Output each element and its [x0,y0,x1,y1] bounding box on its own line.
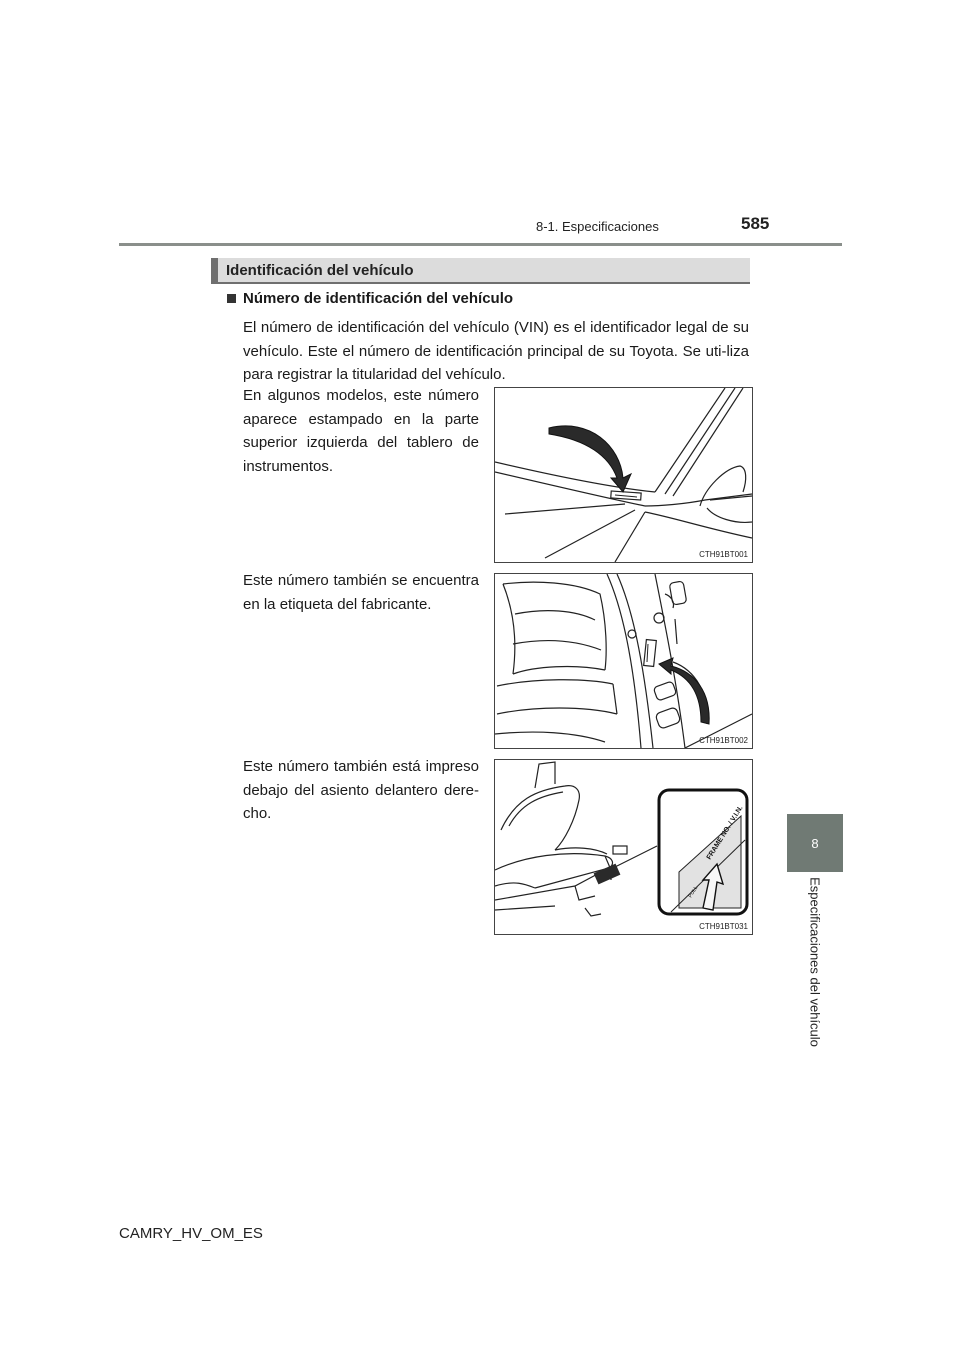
subsection-heading [227,290,513,307]
dashboard-vin-illustration [495,388,752,562]
chapter-tab[interactable] [787,814,843,872]
door-pillar-label-illustration [495,574,752,748]
figure-1-code: CTH91BT001 [699,550,748,559]
figure-3-seat-vin-label [494,759,753,935]
subsection-title: Número de identificación del vehículo [243,290,514,307]
square-bullet-icon [227,294,236,303]
figure-1-dashboard-vin [494,387,753,563]
section-header-accent [211,258,218,282]
figure-3-caption: Este número también está impreso debajo del asiento delantero dere-cho. [243,758,479,822]
figure-3-code: CTH91BT031 [699,922,748,931]
header-divider [119,243,842,246]
figure-1-caption: En algunos modelos, este número aparece estampado en la parte superior izquierda del tablero de instrumentos. [243,387,479,475]
subsection-body: El número de identificación del vehículo (VIN) es el identificador legal de su vehículo. Este el número de identificación principal de su Toyota. Se uti-liza para registrar la titularidad del vehículo. [243,319,749,383]
seat-vin-label-illustration [495,760,752,934]
figure-2-door-pillar-label [494,573,753,749]
chapter-number: 8 [811,835,819,851]
figure-2-code: CTH91BT002 [699,736,748,745]
pull-label-text: PULL [687,885,700,900]
header-section-title: 8-1. Especificaciones [536,219,659,234]
chapter-side-title: Especificaciones del vehículo [807,877,823,1047]
page-number: 585 [741,214,770,233]
section-header [211,258,750,284]
figure-2-caption: Este número también se encuentra en la etiqueta del fabricante. [243,572,479,613]
frame-no-label-text: FRAME NO. / V.I.N. [705,804,745,862]
document-id: CAMRY_HV_OM_ES [119,1225,263,1242]
section-title: Identificación del vehículo [226,261,414,279]
